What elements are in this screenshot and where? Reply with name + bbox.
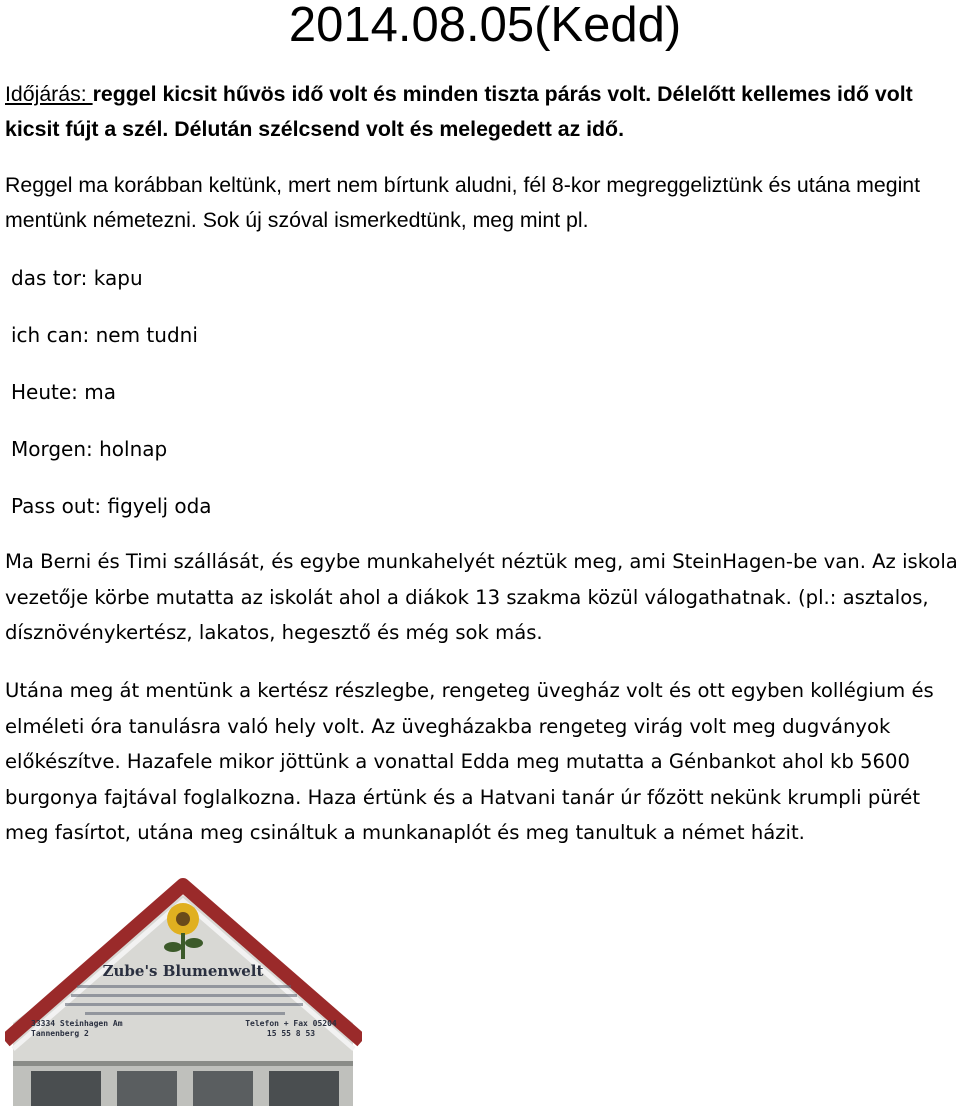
sign-small-text-line [71,994,297,997]
sign-phone: Telefon + Fax 05204 15 55 8 53 [245,1019,337,1038]
sign-phone-box [241,1019,341,1055]
sunflower-leaf [185,938,203,948]
window [117,1071,177,1106]
building-photo-drawing [5,873,362,1106]
vocab-item: Pass out: figyelj oda [11,494,212,518]
sign-small-text-line [65,1003,303,1006]
window [269,1071,339,1106]
sunflower-leaf [164,942,182,952]
weather-text: reggel kicsit hűvös idő volt és minden tiszta párás volt. Délelőtt kellemes idő volt kicsit fújt a szél. Délután szélcsend volt és melegedett az idő. [5,82,913,141]
vocab-item: Morgen: holnap [11,437,168,461]
sign-small-text-line [85,1012,285,1015]
school-paragraph: Ma Berni és Timi szállását, és egybe munkahelyét néztük meg, ami SteinHagen-be van. Az iskola vezetője körbe mutatta az iskolát ahol a diákok 13 szakma közül válogathatnak. (pl.: asztalos, dísznövénykertész, lakatos, hegesztő és még sok más. [5,550,958,644]
facade-beam [13,1061,353,1066]
vocab-item: ich can: nem tudni [11,323,198,347]
greenhouse-paragraph: Utána meg át mentünk a kertész részlegbe, rengeteg üvegház volt és ott egyben kollégium és elméleti óra tanulásra való hely volt. Az üvegházakba rengeteg virág volt meg dugványok előkészítve. Hazafele mikor jöttünk a vonattal Edda meg mutatta a Génbankot ahol kb 5600 burgonya fajtával foglalkozna. Haza értünk és a Hatvani tanár úr főzött nekünk krumpli pürét meg fasírtot, utána meg csináltuk a munkanaplót és meg tanultuk a német házit. [5,679,934,844]
vocab-item: Heute: ma [11,380,116,404]
sign-address: 33334 Steinhagen Am Tannenberg 2 [31,1019,123,1038]
intro-paragraph: Reggel ma korábban keltünk, mert nem bírtunk aludni, fél 8-kor megreggeliztünk és utána megint mentünk németezni. Sok új szóval ismerkedtünk, meg mint pl. [5,173,921,232]
page-title: 2014.08.05(Kedd) [288,0,682,52]
sunflower-center [176,912,190,926]
window [31,1071,101,1106]
vocab-item: das tor: kapu [11,266,143,290]
weather-paragraph [5,77,955,147]
sign-name: Zube's Blumenwelt [102,962,264,980]
weather-label: Időjárás: [5,82,93,106]
window [193,1071,253,1106]
sign-address-box [31,1019,151,1055]
sign-small-text-line [77,985,291,988]
building-photo [5,873,362,1106]
